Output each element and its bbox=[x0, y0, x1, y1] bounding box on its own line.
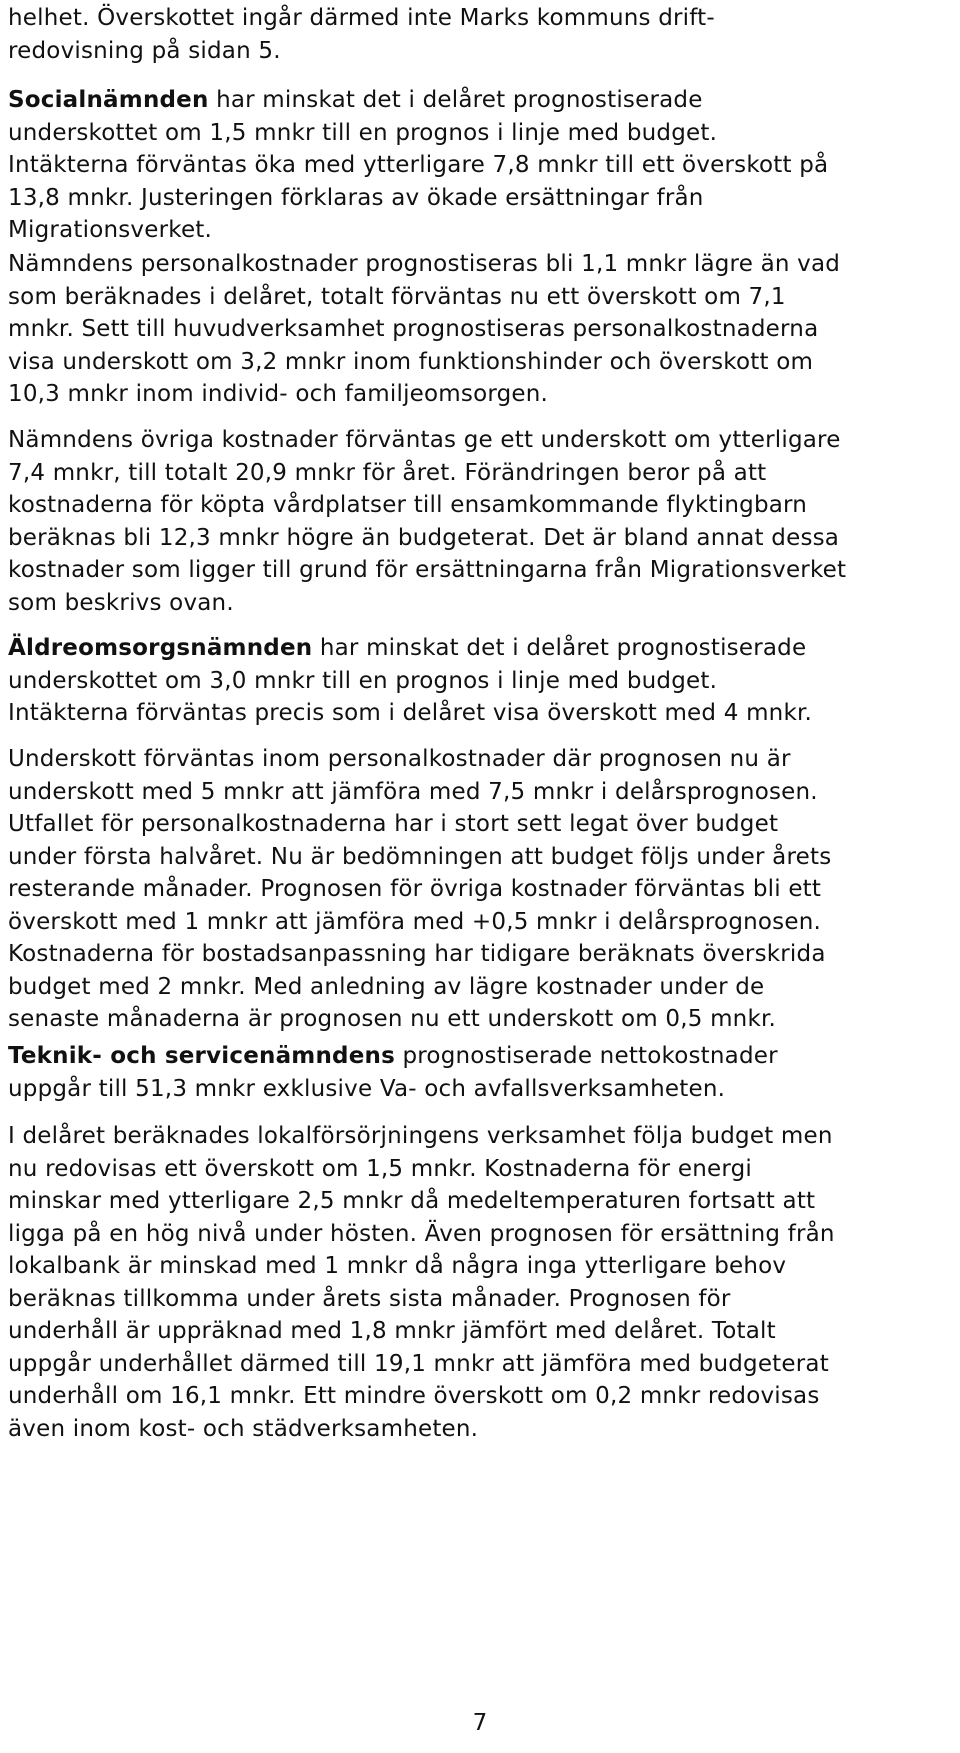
text-line: mnkr. Sett till huvudverksamhet prognostiseras personalkostnaderna bbox=[8, 316, 819, 342]
text-line: Socialnämnden har minskat det i delåret prognostiserade bbox=[8, 87, 703, 113]
text-line: helhet. Överskottet ingår därmed inte Marks kommuns drift- bbox=[8, 5, 715, 31]
page-number: 7 bbox=[472, 1710, 488, 1736]
text-line: Äldreomsorgsnämnden har minskat det i delåret prognostiserade bbox=[8, 635, 807, 661]
text-line: kostnaderna för köpta vårdplatser till ensamkommande flyktingbarn bbox=[8, 492, 808, 518]
text-line: Intäkterna förväntas precis som i delåret visa överskott med 4 mnkr. bbox=[8, 700, 813, 726]
text-line: även inom kost- och städverksamheten. bbox=[8, 1415, 479, 1442]
text-line: Teknik- och servicenämndens prognostiserade nettokostnader bbox=[8, 1043, 778, 1069]
text-line: ligga på en hög nivå under hösten. Även prognosen för ersättning från bbox=[8, 1220, 835, 1247]
text-line: underskottet om 3,0 mnkr till en prognos i linje med budget. bbox=[8, 667, 718, 694]
committee-name: Äldreomsorgsnämnden bbox=[8, 635, 313, 661]
paragraph-intro bbox=[8, 2, 956, 67]
text-line: beräknas tillkomma under årets sista månader. Prognosen för bbox=[8, 1285, 731, 1312]
text-line: 10,3 mnkr inom individ- och familjeomsorgen. bbox=[8, 381, 549, 407]
text-line: underskottet om 1,5 mnkr till en prognos i linje med budget. bbox=[8, 119, 718, 146]
text-line: resterande månader. Prognosen för övriga kostnader förväntas bli ett bbox=[8, 876, 822, 902]
text-line: senaste månaderna är prognosen nu ett underskott om 0,5 mnkr. bbox=[8, 1006, 777, 1032]
text-line: underhåll om 16,1 mnkr. Ett mindre överskott om 0,2 mnkr redovisas bbox=[8, 1383, 820, 1409]
paragraph-teknik-och-servicenamnden bbox=[8, 1040, 956, 1105]
text-line: underhåll är uppräknad med 1,8 mnkr jämfört med delåret. Totalt bbox=[8, 1318, 776, 1344]
paragraph-socialnamnden bbox=[8, 84, 956, 247]
text-line: minskar med ytterligare 2,5 mnkr då medeltemperaturen fortsatt att bbox=[8, 1188, 816, 1214]
text-line: visa underskott om 3,2 mnkr inom funktionshinder och överskott om bbox=[8, 348, 814, 375]
text-line: uppgår till 51,3 mnkr exklusive Va- och avfallsverksamheten. bbox=[8, 1075, 726, 1102]
text-line: Nämndens personalkostnader prognostiseras bli 1,1 mnkr lägre än vad bbox=[8, 251, 841, 277]
text-line: uppgår underhållet därmed till 19,1 mnkr att jämföra med budgeterat bbox=[8, 1350, 829, 1377]
paragraph-underskott bbox=[8, 743, 956, 1036]
text-line: under första halvåret. Nu är bedömningen att budget följs under årets bbox=[8, 843, 832, 870]
text-line: nu redovisas ett överskott om 1,5 mnkr. Kostnaderna för energi bbox=[8, 1155, 752, 1182]
text-line: överskott med 1 mnkr att jämföra med +0,5 mnkr i delårsprognosen. bbox=[8, 908, 821, 935]
text-line: 13,8 mnkr. Justeringen förklaras av ökade ersättningar från bbox=[8, 184, 704, 211]
paragraph-ovriga-kostnader bbox=[8, 424, 956, 619]
text-line: 7,4 mnkr, till totalt 20,9 mnkr för året. Förändringen beror på att bbox=[8, 459, 767, 486]
text-line: Nämndens övriga kostnader förväntas ge ett underskott om ytterligare bbox=[8, 427, 841, 453]
text-line: som beskrivs ovan. bbox=[8, 589, 234, 616]
text-line: kostnader som ligger till grund för ersättningarna från Migrationsverket bbox=[8, 557, 847, 583]
paragraph-personalkostnader bbox=[8, 248, 956, 411]
committee-name: Teknik- och servicenämndens bbox=[8, 1043, 395, 1069]
committee-name: Socialnämnden bbox=[8, 87, 209, 113]
paragraph-lokalforsorjning bbox=[8, 1120, 956, 1445]
text-line: redovisning på sidan 5. bbox=[8, 37, 281, 64]
paragraph-aldreomsorgsnamnden bbox=[8, 632, 956, 730]
text-line: I delåret beräknades lokalförsörjningens verksamhet följa budget men bbox=[8, 1123, 833, 1149]
text-line: som beräknades i delåret, totalt förväntas nu ett överskott om 7,1 bbox=[8, 283, 786, 310]
text-line: beräknas bli 12,3 mnkr högre än budgeterat. Det är bland annat dessa bbox=[8, 524, 840, 551]
text-line: budget med 2 mnkr. Med anledning av lägre kostnader under de bbox=[8, 973, 765, 1000]
text-line: Kostnaderna för bostadsanpassning har tidigare beräknats överskrida bbox=[8, 941, 826, 967]
text-line: Utfallet för personalkostnaderna har i stort sett legat över budget bbox=[8, 811, 779, 837]
text-line: underskott med 5 mnkr att jämföra med 7,5 mnkr i delårsprognosen. bbox=[8, 778, 818, 805]
text-line: Migrationsverket. bbox=[8, 217, 213, 243]
text-line: Intäkterna förväntas öka med ytterligare 7,8 mnkr till ett överskott på bbox=[8, 152, 829, 178]
text-line: Underskott förväntas inom personalkostnader där prognosen nu är bbox=[8, 746, 791, 772]
text-line: lokalbank är minskad med 1 mnkr då några inga ytterligare behov bbox=[8, 1253, 787, 1279]
